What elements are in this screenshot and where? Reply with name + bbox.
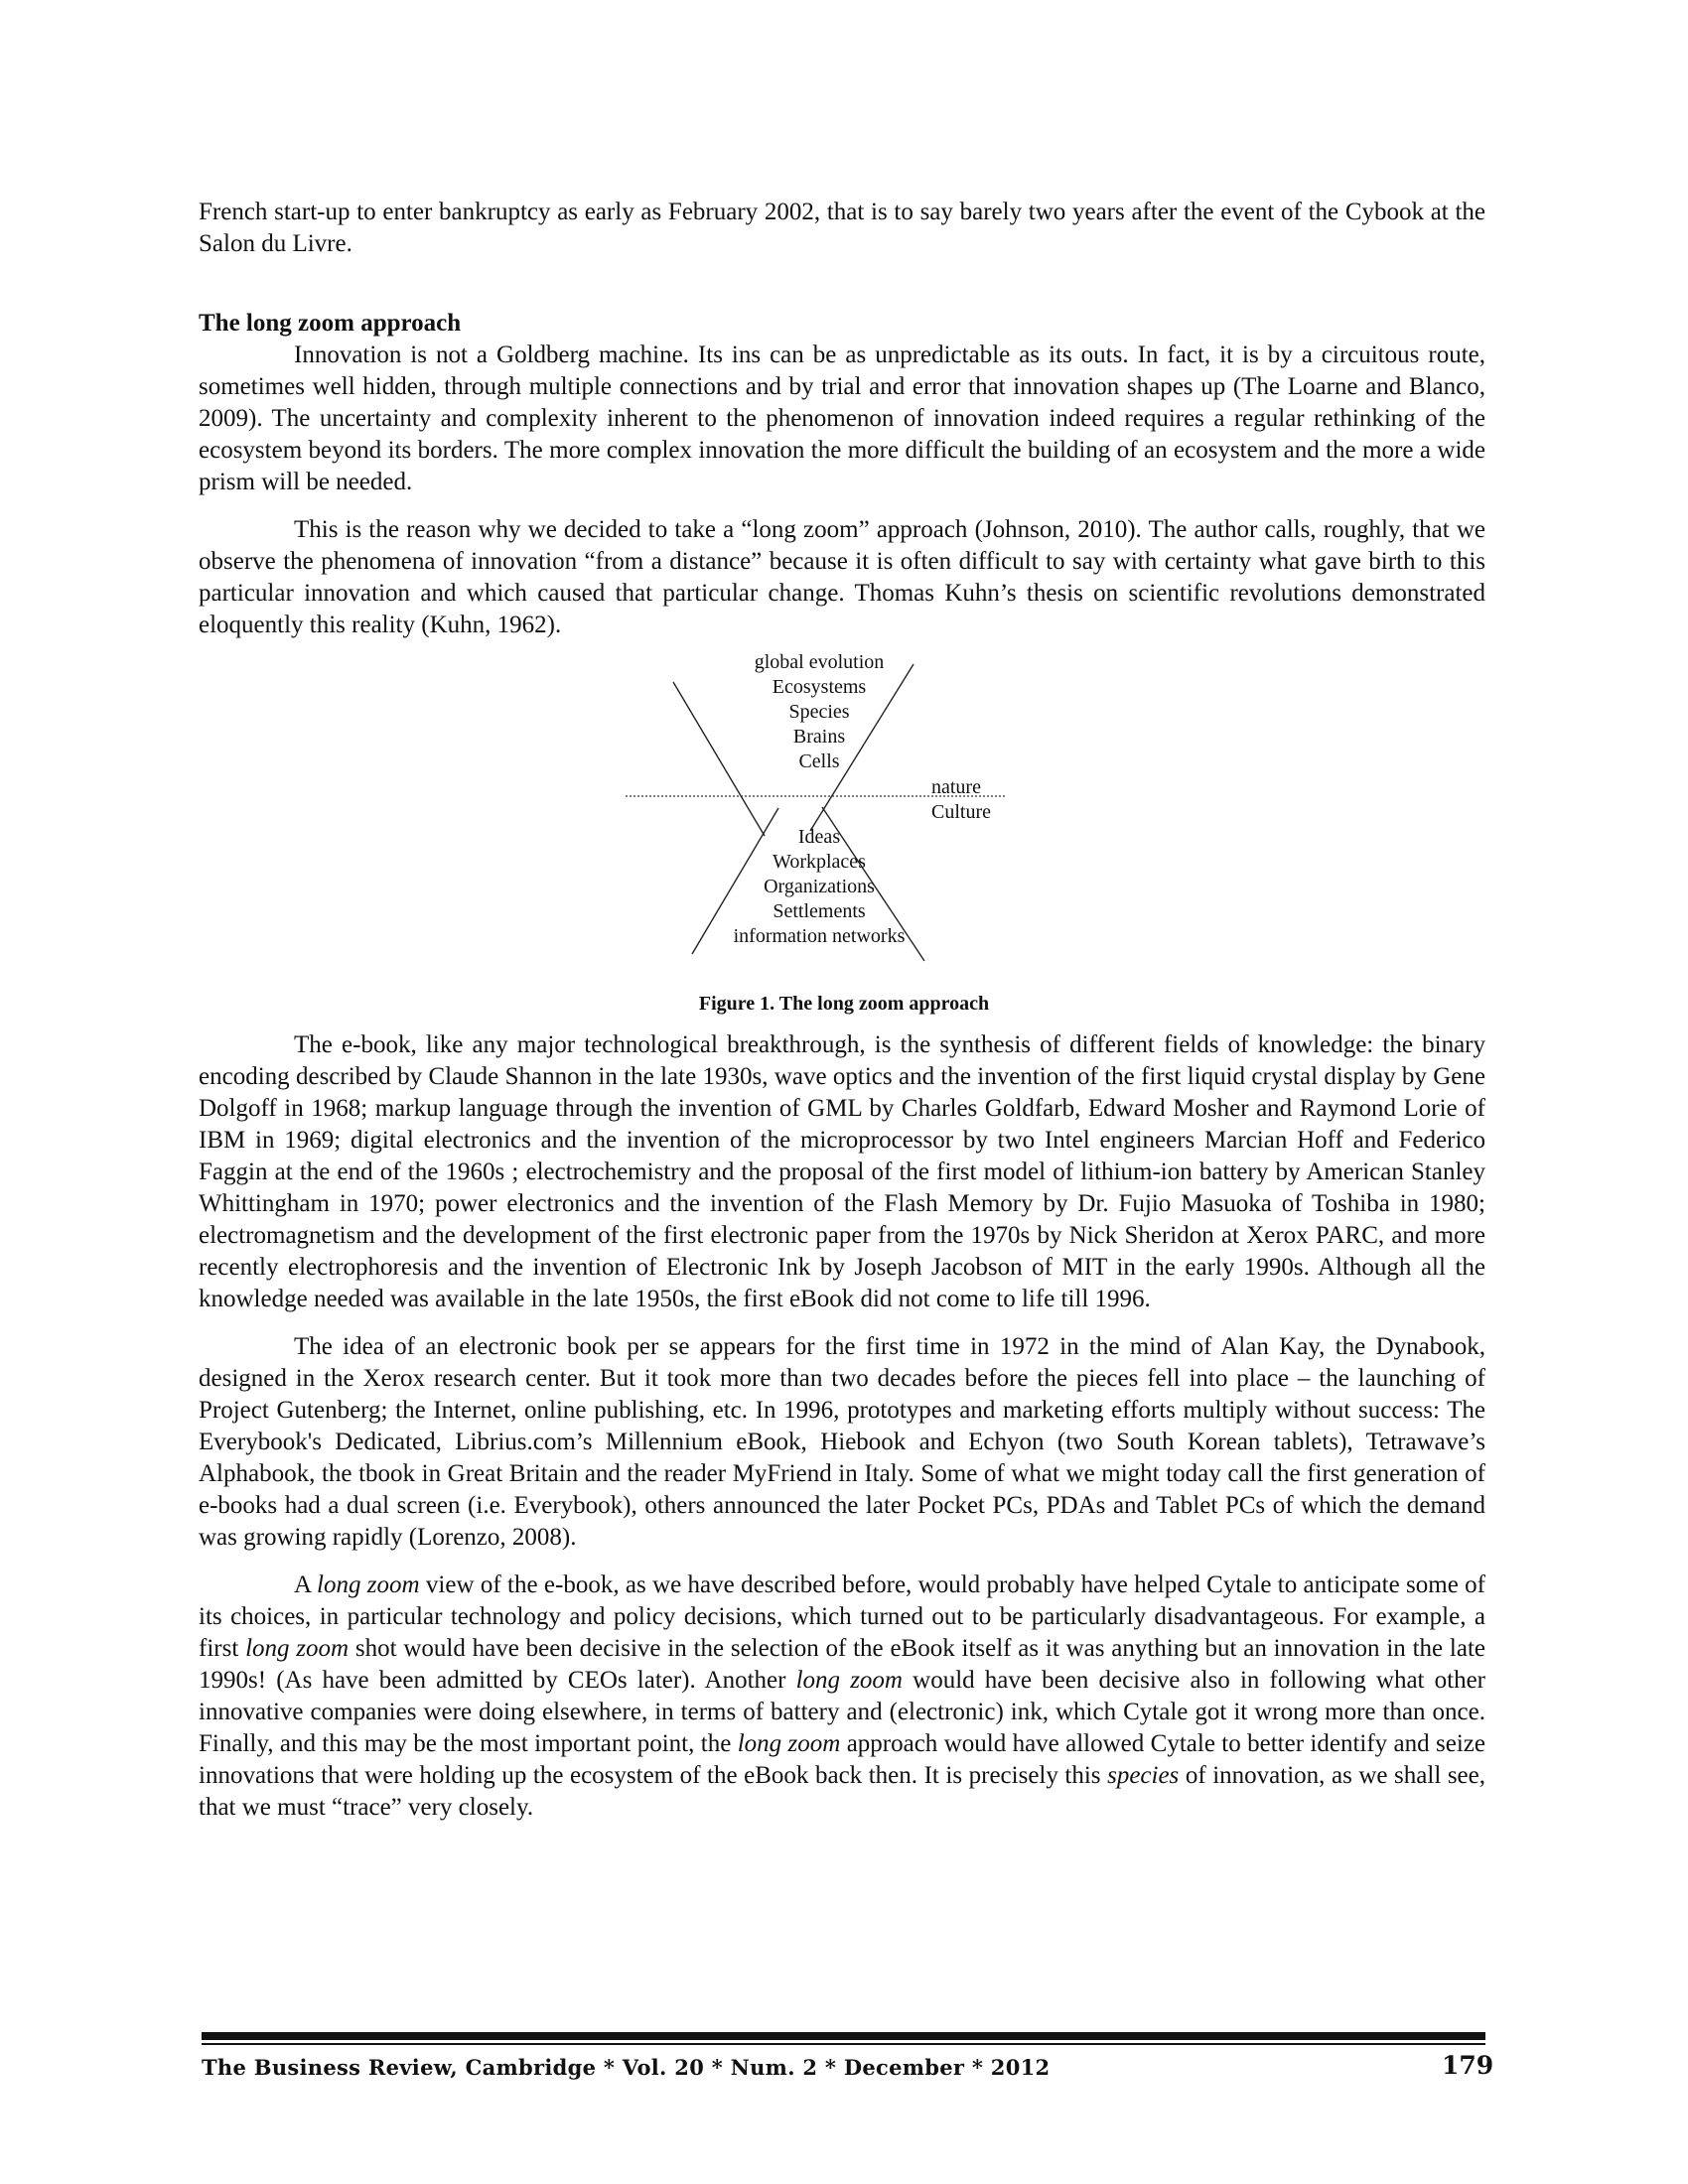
section-block [199,308,1485,657]
footer-rule-thin [202,2043,1485,2045]
label-nature: nature [931,776,981,798]
intro-block [199,197,1485,276]
upper-left-line [673,682,765,836]
label-culture: Culture [931,801,991,823]
label-brains: Brains [792,726,846,748]
p5-text-2: view of the e-book, as we have described before, would probably have helped Cytale to anticipate some of its choices, in particular technology and policy decisions, which turned out to be particularly disadvantageous. For example, a first [199,1571,1485,1662]
p5-italic-2: long zoom [245,1635,350,1662]
intro-paragraph: French start-up to enter bankruptcy as early as February 2002, that is to say barely two years after the event of the Cybook at the Salon du Livre. [199,199,1485,257]
p5-italic-1: long zoom [317,1571,420,1598]
paragraph-5 [199,1570,1485,1824]
label-ideas: Ideas [797,826,841,848]
p5-text-3: shot would have been decisive in the selection of the eBook itself as it was anything but an innovation in the late 1990s! (As have been admitted by CEOs later). Another [199,1635,1485,1694]
paragraph-1: Innovation is not a Goldberg machine. Its ins can be as unpredictable as its outs. In fact, it is by a circuitous route, sometimes well hidden, through multiple connections and by trial and error that innovation shapes up (The Loarne and Blanco, 2009). The uncertainty and complexity inherent to the phenomenon of innovation indeed requires a regular rethinking of the ecosystem beyond its borders. The more complex innovation the more difficult the building of an ecosystem and the more a wide prism will be needed. [199,341,1485,495]
label-settlements: Settlements [773,900,866,922]
footer-rule-thick [202,2032,1485,2040]
label-species: Species [788,701,850,723]
label-workplaces: Workplaces [773,851,866,873]
footer-journal: The Business Review, Cambridge * Vol. 20 * Num. 2 * December * 2012 [202,2055,1051,2080]
paragraph-4: The idea of an electronic book per se appears for the first time in 1972 in the mind of Alan Kay, the Dynabook, designed in the Xerox research center. But it took more than two decades before the pieces fell into place – the launching of Project Gutenberg; the Internet, online publishing, etc. In 1996, prototypes and marketing efforts multiply without success: The Everybook's Dedicated, Librius.com’s Millennium eBook, Hiebook and Echyon (two South Korean tablets), Tetrawave’s Alphabook, the tbook in Great Britain and the reader MyFriend in Italy. Some of what we might today call the first generation of e-books had a dual screen (i.e. Everybook), others announced the later Pocket PCs, PDAs and Tablet PCs of which the demand was growing rapidly (Lorenzo, 2008). [199,1333,1485,1551]
label-global-evolution: global evolution [754,651,885,673]
paragraph-3: The e-book, like any major technological breakthrough, is the synthesis of different fields of knowledge: the binary encoding described by Claude Shannon in the late 1930s, wave optics and the invention of the first liquid crystal display by Gene Dolgoff in 1968; markup language through the invention of GML by Charles Goldfarb, Edward Mosher and Raymond Lorie of IBM in 1969; digital electronics and the invention of the microprocessor by two Intel engineers Marcian Hoff and Federico Faggin at the end of the 1960s ; electrochemistry and the proposal of the first model of lithium-ion battery by American Stanley Whittingham in 1970; power electronics and the invention of the Flash Memory by Dr. Fujio Masuoka of Toshiba in 1980; electromagnetism and the development of the first electronic paper from the 1970s by Nick Sheridon at Xerox PARC, and more recently electrophoresis and the invention of Electronic Ink by Joseph Jacobson of MIT in the early 1990s. Although all the knowledge needed was available in the late 1950s, the first eBook did not come to life till 1996. [199,1031,1485,1312]
label-cells: Cells [798,751,840,772]
label-organizations: Organizations [764,876,875,897]
p5-text-1: A [294,1571,318,1598]
body-block [199,1029,1485,1840]
paragraph-2: This is the reason why we decided to take a “long zoom” approach (Johnson, 2010). The author calls, roughly, that we observe the phenomena of innovation “from a distance” because it is often difficult to say with certainty what gave birth to this particular innovation and which caused that particular change. Thomas Kuhn’s thesis on scientific revolutions demonstrated eloquently this reality (Kuhn, 1962). [199,516,1485,638]
label-ecosystems: Ecosystems [772,676,867,698]
p5-text-6: of innovation, as we shall see, that we must “trace” very closely. [199,1762,1485,1821]
p5-italic-4: long zoom [737,1730,841,1757]
p5-text-5: approach would have allowed Cytale to better identify and seize innovations that were holding up the ecosystem of the eBook back then. It is precisely this [199,1730,1485,1789]
p5-text-4: would have been decisive also in following what other innovative companies were doing elsewhere, in terms of battery and (electronic) ink, which Cytale got it wrong more than once. Finally, and this may be the most important point, the [199,1667,1486,1757]
p5-italic-5: species [1107,1762,1180,1789]
section-heading: The long zoom approach [199,310,462,337]
figure-caption: Figure 1. The long zoom approach [698,993,990,1015]
label-information-networks: information networks [733,925,906,947]
long-zoom-figure [626,650,1043,968]
footer-page-number: 179 [1442,2051,1494,2080]
p5-italic-3: long zoom [795,1667,903,1694]
